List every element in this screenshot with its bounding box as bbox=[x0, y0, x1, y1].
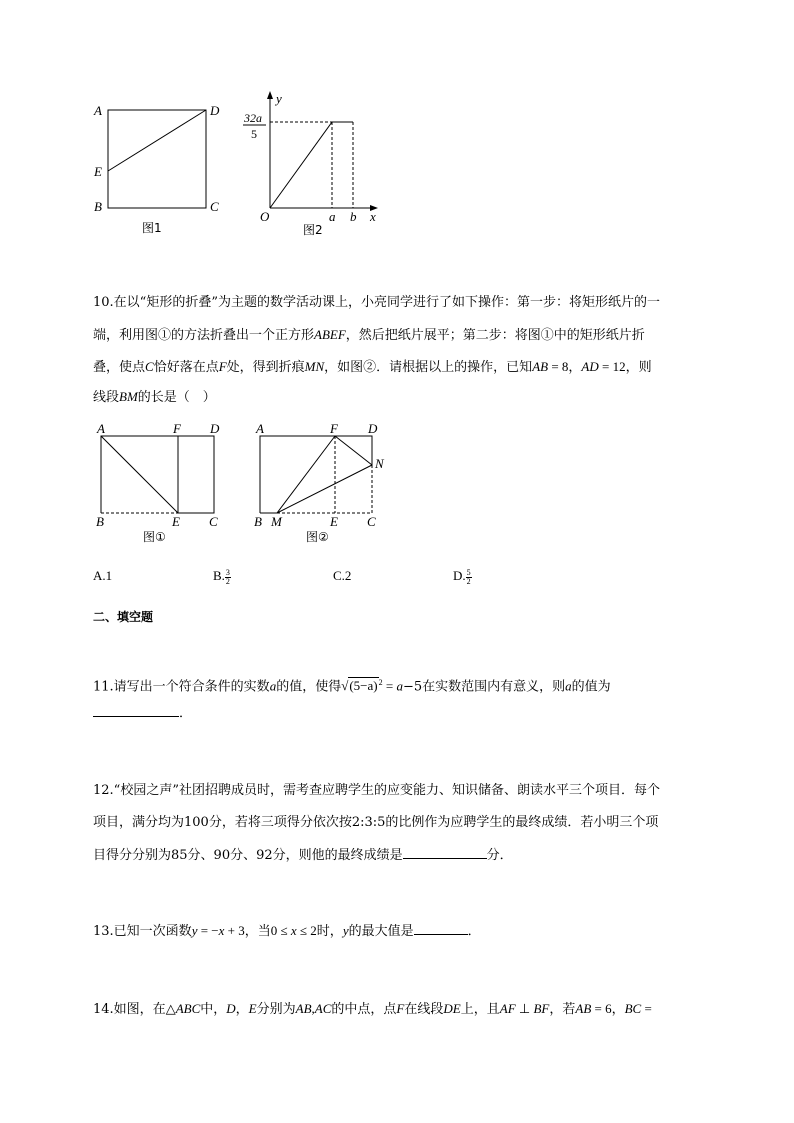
q10-text: 恰好落在点 bbox=[153, 360, 219, 375]
sqrt-radicand: (5−a) bbox=[349, 678, 378, 694]
q14-var: DE bbox=[443, 1001, 461, 1016]
q10-text: ，然后把纸片展平；第二步：将图①中的矩形纸片折 bbox=[345, 328, 645, 343]
segment-de bbox=[108, 110, 206, 171]
label-n: N bbox=[375, 456, 384, 471]
q11-text: = bbox=[382, 678, 397, 694]
figure-4 bbox=[248, 420, 398, 550]
q14-var: BC bbox=[624, 1001, 642, 1016]
q14-text: 14.如图，在 bbox=[93, 1002, 166, 1017]
q10-text: 线段 bbox=[93, 390, 120, 405]
label-e: E bbox=[330, 514, 338, 529]
q14-text: ⊥ bbox=[515, 1001, 534, 1016]
label-b: b bbox=[350, 209, 357, 224]
q14-var: AB bbox=[575, 1001, 592, 1016]
label-m: M bbox=[271, 514, 282, 529]
label-y: y bbox=[276, 91, 282, 106]
q13-text: 的最大值是 bbox=[348, 924, 414, 939]
q13-text: ≤ 2时， bbox=[296, 923, 343, 938]
q10-var: AD bbox=[581, 359, 599, 374]
option-d-prefix: D. bbox=[453, 568, 466, 583]
label-c: C bbox=[210, 199, 219, 214]
q10-text: 的长是（ ） bbox=[137, 390, 216, 405]
label-e: E bbox=[172, 514, 180, 529]
q10-var: AB bbox=[532, 359, 549, 374]
label-a: A bbox=[94, 103, 102, 118]
label-b: B bbox=[94, 199, 102, 214]
label-o: O bbox=[260, 209, 270, 224]
q10-var: MN bbox=[304, 359, 325, 374]
q10-var: ABEF bbox=[314, 327, 346, 342]
label-a: a bbox=[329, 209, 336, 224]
q13-text: 13.已知一次函数 bbox=[93, 924, 192, 939]
q12-text: 目得分分别为85分、90分、92分，则他的最终成绩是 bbox=[93, 848, 403, 863]
caption-figure-2: 图2 bbox=[303, 223, 323, 237]
q14-text: 在线段 bbox=[404, 1002, 444, 1017]
caption-figure-3: 图① bbox=[143, 530, 166, 544]
q14-var: ABC bbox=[175, 1001, 201, 1016]
q10-text: 端，利用图①的方法折叠出一个正方形 bbox=[93, 328, 315, 343]
q12-line-3 bbox=[93, 846, 705, 865]
q11-line-1 bbox=[93, 674, 705, 696]
label-a: A bbox=[256, 421, 264, 436]
q11-text: 的值为 bbox=[571, 679, 611, 695]
caption-figure-4: 图② bbox=[306, 530, 329, 544]
label-d: D bbox=[368, 421, 378, 436]
q11-exponent: 2 bbox=[378, 678, 383, 687]
q10-text: ，如图②．请根据以上的操作，已知 bbox=[324, 360, 533, 375]
option-b-num: 3 bbox=[225, 567, 230, 577]
label-f: F bbox=[330, 421, 338, 436]
q11-line-2 bbox=[93, 704, 705, 723]
option-b[interactable] bbox=[213, 568, 231, 586]
triangle-symbol: △ bbox=[165, 1001, 176, 1016]
option-d-num: 5 bbox=[466, 567, 471, 577]
option-d-den: 2 bbox=[466, 576, 471, 586]
option-b-fraction bbox=[225, 569, 231, 586]
segment-ae bbox=[101, 436, 178, 513]
q13-end: ． bbox=[467, 924, 481, 939]
q14-text: 分别为 bbox=[256, 1002, 296, 1017]
q12-answer-blank[interactable] bbox=[403, 846, 487, 859]
q14-var: AB bbox=[295, 1001, 312, 1016]
q10-text: 叠，使点 bbox=[93, 360, 146, 375]
q11-end: ． bbox=[179, 706, 193, 721]
q10-var: F bbox=[218, 359, 227, 374]
q14-line-1 bbox=[93, 1000, 705, 1019]
q13-var: y bbox=[191, 923, 198, 938]
label-c: C bbox=[367, 514, 376, 529]
q10-text: 处，得到折痕 bbox=[226, 360, 305, 375]
sqrt-sign: √ bbox=[341, 678, 349, 694]
label-e: E bbox=[94, 164, 102, 179]
section-heading: 二、填空题 bbox=[93, 610, 154, 624]
q13-text: + 3，当0 ≤ bbox=[224, 923, 291, 938]
label-c: C bbox=[209, 514, 218, 529]
label-f: F bbox=[173, 421, 181, 436]
q11-text: 的值，使得 bbox=[276, 679, 342, 695]
q10-line-3 bbox=[93, 358, 705, 377]
label-d: D bbox=[210, 103, 220, 118]
option-c[interactable]: C.2 bbox=[333, 568, 352, 583]
figure-1 bbox=[88, 95, 238, 240]
q12-text: 分． bbox=[486, 848, 513, 863]
q14-text: , bbox=[311, 1001, 315, 1016]
label-a: A bbox=[97, 421, 105, 436]
segment-mf bbox=[277, 436, 335, 513]
square-abcd bbox=[108, 110, 206, 208]
label-y-denominator: 5 bbox=[251, 127, 257, 141]
q14-var: AC bbox=[314, 1001, 332, 1016]
figure-3 bbox=[88, 420, 238, 550]
q11-var: a bbox=[396, 678, 403, 694]
label-b: B bbox=[96, 514, 104, 529]
q11-var: a bbox=[565, 678, 572, 694]
option-b-den: 2 bbox=[225, 576, 230, 586]
outline-solid bbox=[101, 436, 214, 513]
q11-var: a bbox=[269, 678, 277, 694]
q14-text: 的中点，点 bbox=[331, 1002, 397, 1017]
figure-2 bbox=[238, 88, 388, 240]
q11-text: −5在实数范围内有意义，则 bbox=[402, 679, 566, 695]
q10-line-2 bbox=[93, 326, 705, 345]
q12-line-2: 项目，满分均为100分，若将三项得分依次按2:3:5的比例作为应聘学生的最终成绩．若小明三个项 bbox=[93, 815, 659, 830]
q13-var: y bbox=[342, 923, 349, 938]
q13-var: x bbox=[218, 923, 225, 938]
q10-var: C bbox=[145, 359, 154, 374]
q10-line-1: 10.在以“矩形的折叠”为主题的数学活动课上，小亮同学进行了如下操作：第一步：将矩形纸片的一 bbox=[93, 295, 660, 310]
q11-text: 11.请写出一个符合条件的实数 bbox=[93, 679, 270, 695]
label-d: D bbox=[210, 421, 220, 436]
q13-answer-blank[interactable] bbox=[414, 922, 468, 935]
q14-var: AF bbox=[499, 1001, 516, 1016]
q10-var: BM bbox=[119, 389, 138, 404]
q14-var: D bbox=[226, 1001, 236, 1016]
q14-text: 上，且 bbox=[460, 1002, 500, 1017]
q10-text: = 12，则 bbox=[598, 359, 652, 374]
option-a[interactable]: A.1 bbox=[93, 568, 113, 583]
q14-text: = bbox=[641, 1001, 652, 1016]
q14-text: 中， bbox=[200, 1002, 227, 1017]
label-y-numerator: 32a bbox=[244, 111, 262, 125]
q14-var: F bbox=[396, 1001, 405, 1016]
sqrt-expression bbox=[341, 677, 378, 696]
label-b: B bbox=[254, 514, 262, 529]
q14-text: = 6， bbox=[591, 1001, 625, 1016]
q10-line-4 bbox=[93, 388, 705, 407]
q12-line-1: 12.“校园之声”社团招聘成员时，需考查应聘学生的应变能力、知识储备、朗读水平三个项目．每个 bbox=[93, 783, 660, 798]
q13-text: = − bbox=[197, 923, 219, 938]
option-d-fraction bbox=[466, 569, 472, 586]
segment-mn bbox=[277, 465, 372, 513]
segment-fn bbox=[335, 436, 372, 465]
q13-var: x bbox=[290, 923, 297, 938]
q14-text: ， bbox=[235, 1002, 249, 1017]
q14-text: ，若 bbox=[549, 1002, 576, 1017]
q14-var: BF bbox=[533, 1001, 550, 1016]
option-b-prefix: B. bbox=[213, 568, 225, 583]
q14-var: E bbox=[248, 1001, 257, 1016]
caption-figure-1: 图1 bbox=[142, 221, 162, 235]
graph-rising bbox=[270, 122, 332, 208]
y-axis-arrow bbox=[267, 91, 273, 99]
q10-text: = 8， bbox=[548, 359, 582, 374]
option-d[interactable] bbox=[453, 568, 472, 586]
q13-line-1 bbox=[93, 922, 705, 941]
label-x: x bbox=[370, 209, 376, 224]
outline-solid bbox=[260, 436, 372, 513]
q11-answer-blank[interactable] bbox=[93, 704, 179, 717]
